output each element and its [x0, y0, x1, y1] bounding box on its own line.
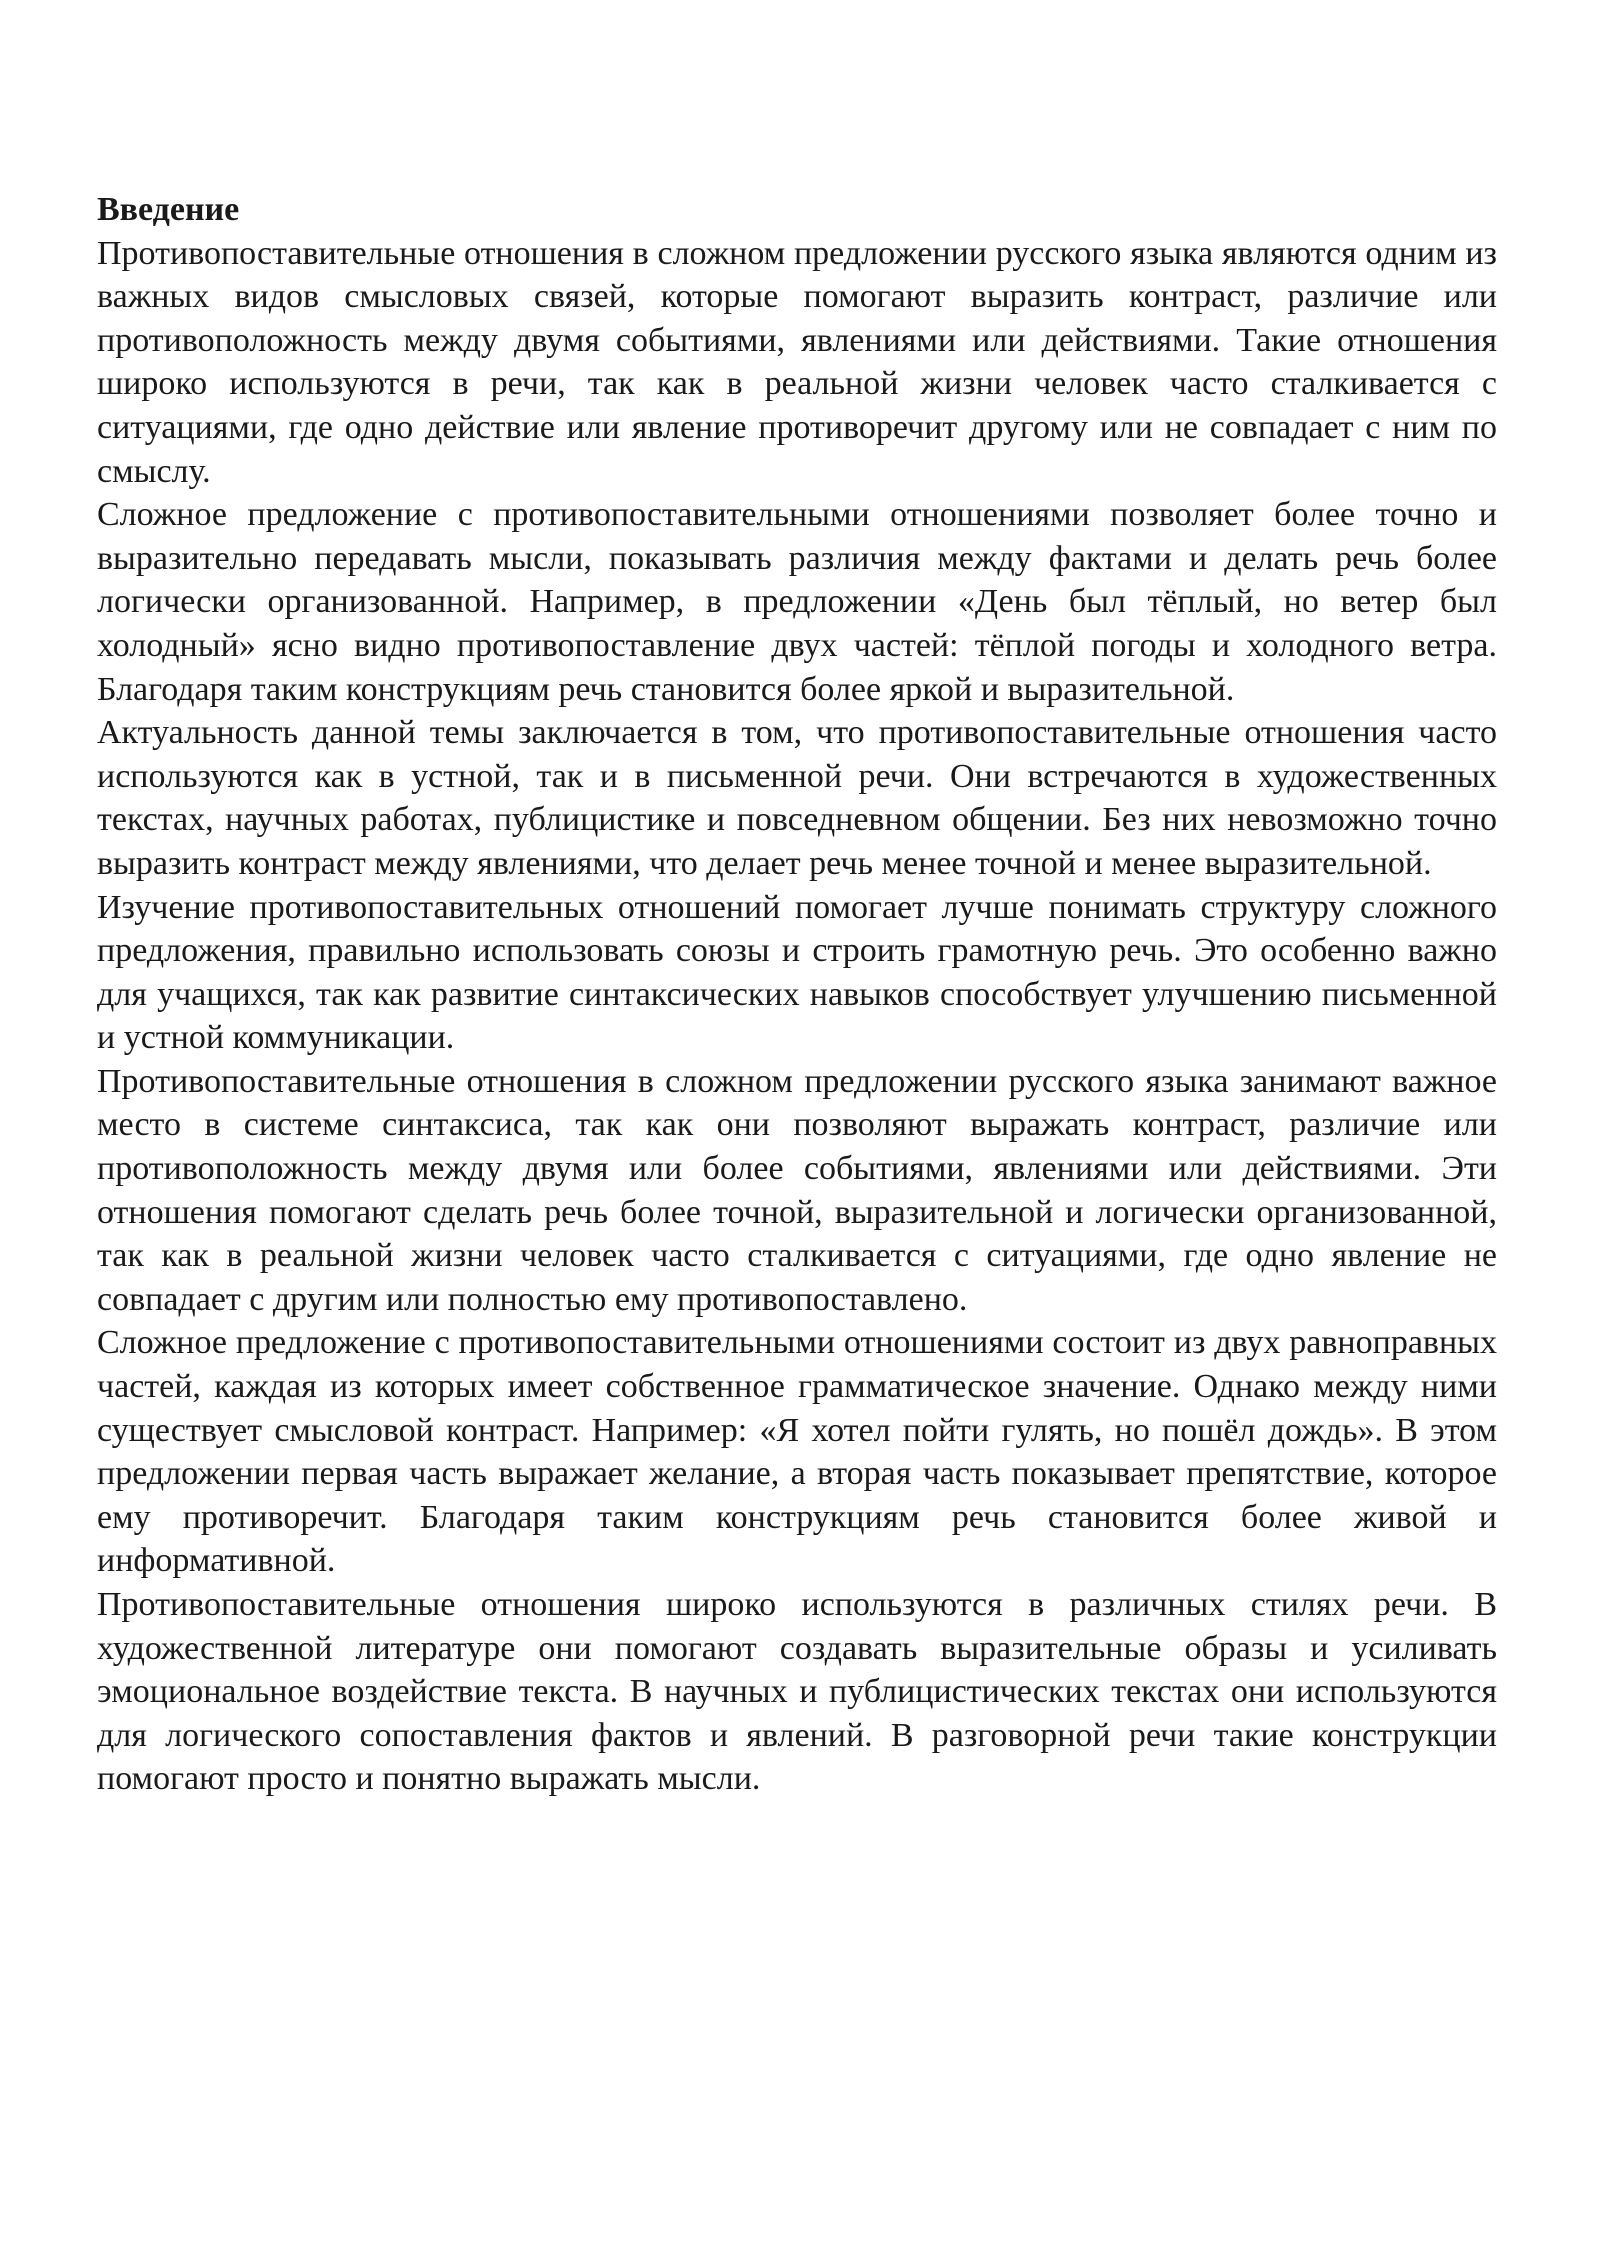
section-heading: Введение [97, 191, 240, 228]
document-page [97, 188, 1497, 1801]
paragraph-4: Изучение противопоставительных отношений помогает лучше понимать структуру сложного предложения, правильно использовать союзы и строить грамотную речь. Это особенно важно для учащихся, так как развитие синтаксических навыков способствует улучшению письменной и устной коммуникации. [97, 888, 1497, 1057]
paragraph-6: Сложное предложение с противопоставительными отношениями состоит из двух равноправных частей, каждая из которых имеет собственное грамматическое значение. Однако между ними существует смысловой контраст. Например: «Я хотел пойти гулять, но пошёл дождь». В этом предложении первая часть выражает желание, а вторая часть показывает препятствие, которое ему противоречит. Благодаря таким конструкциям речь становится более живой и информативной. [97, 1324, 1497, 1580]
paragraph-3: Актуальность данной темы заключается в том, что противопоставительные отношения часто используются как в устной, так и в письменной речи. Они встречаются в художественных текстах, научных работах, публицистике и повседневном общении. Без них невозможно точно выразить контраст между явлениями, что делает речь менее точной и менее выразительной. [97, 714, 1497, 882]
paragraph-1: Противопоставительные отношения в сложном предложении русского языка являются одним из важных видов смысловых связей, которые помогают выразить контраст, различие или противоположность между двумя событиями, явлениями или действиями. Такие отношения широко используются в речи, так как в реальной жизни человек часто сталкивается с ситуациями, где одно действие или явление противоречит другому или не совпадает с ним по смыслу. [97, 234, 1497, 490]
paragraph-2: Сложное предложение с противопоставительными отношениями позволяет более точно и выразительно передавать мысли, показывать различия между фактами и делать речь более логически организованной. Например, в предложении «День был тёплый, но ветер был холодный» ясно видно противопоставление двух частей: тёплой погоды и холодного ветра. Благодаря таким конструкциям речь становится более яркой и выразительной. [97, 496, 1497, 708]
paragraph-7: Противопоставительные отношения широко используются в различных стилях речи. В художественной литературе они помогают создавать выразительные образы и усиливать эмоциональное воздействие текста. В научных и публицистических текстах они используются для логического сопоставления фактов и явлений. В разговорной речи такие конструкции помогают просто и понятно выражать мысли. [97, 1586, 1497, 1798]
paragraph-5: Противопоставительные отношения в сложном предложении русского языка занимают важное место в системе синтаксиса, так как они позволяют выражать контраст, различие или противоположность между двумя или более событиями, явлениями или действиями. Эти отношения помогают сделать речь более точной, выразительной и логически организованной, так как в реальной жизни человек часто сталкивается с ситуациями, где одно явление не совпадает с другим или полностью ему противопоставлено. [97, 1062, 1497, 1318]
